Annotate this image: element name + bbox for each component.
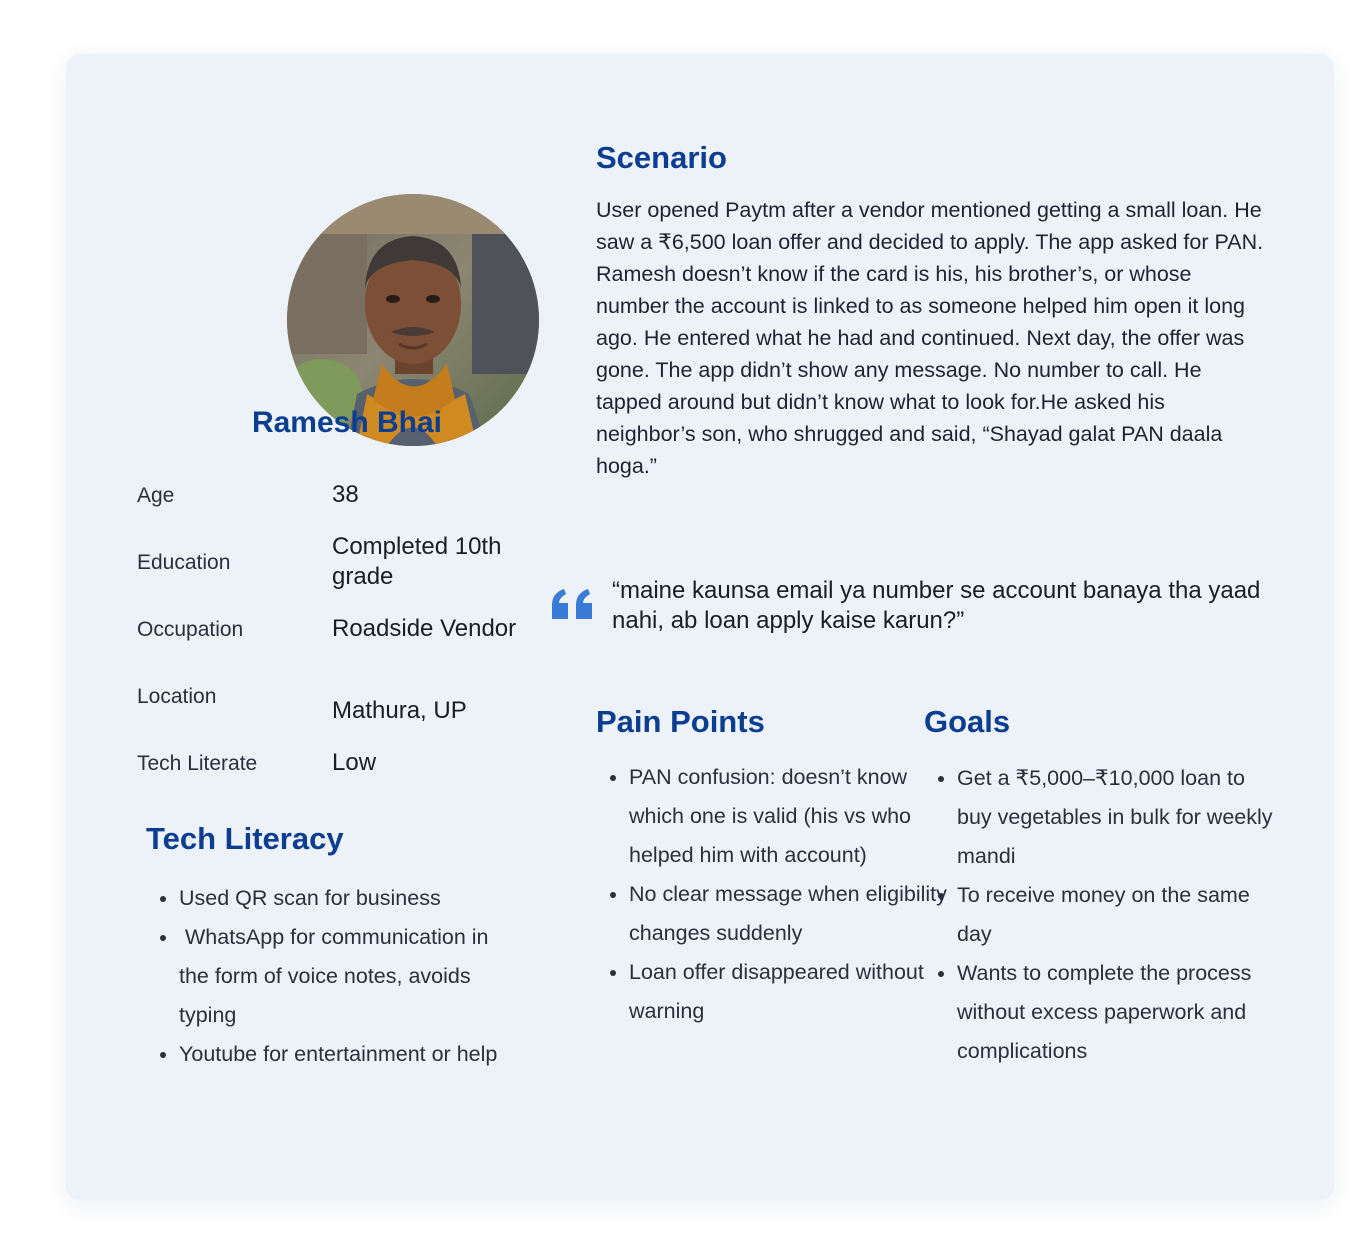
list-item: • Youtube for entertainment or help xyxy=(179,1035,509,1074)
persona-name: Ramesh Bhai xyxy=(251,406,443,439)
list-item: • To receive money on the same day xyxy=(957,876,1277,954)
list-item: • Used QR scan for business xyxy=(179,879,509,918)
scenario-text: User opened Paytm after a vendor mentioned getting a small loan. He saw a ₹6,500 loan offer and decided to apply. The app asked for PAN. Ramesh doesn’t know if the card is his, his brother’s, or whose number the account is linked to as someone helped him open it long ago. He entered what he had and continued. Next day, the offer was gone. The app didn’t show any message. No number to call. He tapped around but didn’t know what to look for.He asked his neighbor’s son, who shrugged and said, “Shayad galat PAN daala hoga.” xyxy=(596,198,1264,478)
pain-points-list xyxy=(596,758,959,1031)
attribute-label-education: Education xyxy=(137,551,231,574)
attribute-value-location: Mathura, UP xyxy=(332,697,467,724)
list-item: • Wants to complete the process without excess paperwork and complications xyxy=(957,954,1277,1071)
attribute-value-age: 38 xyxy=(332,481,359,508)
attribute-label-location: Location xyxy=(137,685,217,708)
attribute-label-age: Age xyxy=(137,484,175,507)
pain-points-heading: Pain Points xyxy=(596,704,765,739)
quote-icon xyxy=(552,589,594,619)
tech-literacy-list xyxy=(146,879,509,1074)
scenario-heading: Scenario xyxy=(596,140,727,175)
list-item: • Get a ₹5,000–₹10,000 loan to buy vegetables in bulk for weekly mandi xyxy=(957,759,1277,876)
goals-list xyxy=(924,759,1277,1071)
goals-heading: Goals xyxy=(924,704,1011,739)
list-item: • WhatsApp for communication in the form of voice notes, avoids typing xyxy=(179,918,509,1035)
attribute-value-tech-literate: Low xyxy=(332,749,377,776)
list-item: • Loan offer disappeared without warning xyxy=(629,953,959,1031)
attribute-label-tech-literate: Tech Literate xyxy=(137,752,258,775)
persona-quote: “maine kaunsa email ya number se account banaya tha yaad nahi, ab loan apply kaise karun?” xyxy=(612,577,1261,634)
tech-literacy-heading: Tech Literacy xyxy=(146,821,344,856)
attribute-value-education: Completed 10th grade xyxy=(332,533,502,590)
list-item: • PAN confusion: doesn’t know which one is valid (his vs who helped him with account) xyxy=(629,758,959,875)
attribute-label-occupation: Occupation xyxy=(137,618,244,641)
list-item: • No clear message when eligibility changes suddenly xyxy=(629,875,959,953)
attribute-value-occupation: Roadside Vendor xyxy=(332,615,517,642)
